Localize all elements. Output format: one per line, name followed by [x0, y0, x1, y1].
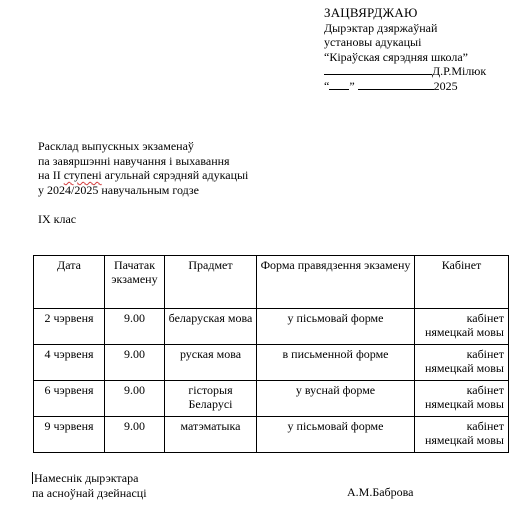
heading-line-1: Расклад выпускных экзаменаў [38, 139, 194, 153]
cell-subject: руская мова [165, 345, 257, 381]
date-open-quote: “ [324, 78, 330, 93]
cell-form: у пісьмовай форме [257, 417, 415, 453]
cell-date: 9 чэрвеня [34, 417, 105, 453]
cell-form: у вуснай форме [257, 381, 415, 417]
cell-start: 9.00 [105, 417, 165, 453]
director-name: Д.Р.Мілюк [432, 64, 487, 78]
cell-subject: беларуская мова [165, 309, 257, 345]
cell-subject: гісторыя Беларусі [165, 381, 257, 417]
header-date: Дата [34, 256, 105, 309]
approval-block [324, 6, 486, 93]
signature-title: Намеснік дырэктара [34, 471, 139, 485]
approval-year: 2025 [433, 78, 458, 93]
cell-form: в письменной форме [257, 345, 415, 381]
cell-start: 9.00 [105, 309, 165, 345]
approval-title: ЗАЦВЯРДЖАЮ [324, 5, 418, 20]
exam-schedule-table [33, 255, 509, 453]
cell-subject: матэматыка [165, 417, 257, 453]
cell-room: кабінет нямецкай мовы [415, 381, 509, 417]
cell-start: 9.00 [105, 345, 165, 381]
heading-line-4: у 2024/2025 навучальным годзе [38, 182, 199, 197]
class-label: IX клас [38, 212, 77, 226]
cell-date: 4 чэрвеня [34, 345, 105, 381]
date-close-quote: ” [349, 78, 355, 93]
header-room: Кабінет [415, 256, 509, 309]
heading-line-2: па завяршэнні навучання і выхавання [38, 153, 230, 168]
heading-line-3 [38, 168, 248, 183]
approval-line-3: “Кіраўская сярэдняя школа” [324, 49, 468, 64]
table-row [34, 381, 509, 417]
cell-date: 6 чэрвеня [34, 381, 105, 417]
schedule-heading [38, 139, 248, 197]
text-cursor [32, 472, 33, 484]
director-signature-line [324, 64, 486, 79]
approval-line-2: установы адукацыі [324, 35, 422, 49]
signature-line-1 [32, 471, 147, 486]
table-row [34, 309, 509, 345]
day-blank [329, 79, 349, 90]
header-start: Пачатак экзамену [105, 256, 165, 309]
heading-line-3-end: агульнай сярэдняй адукацыі [101, 168, 249, 182]
table-row [34, 417, 509, 453]
approval-date-line [324, 79, 486, 94]
header-subject: Прадмет [165, 256, 257, 309]
heading-line-3-start: на II [38, 168, 64, 182]
signature-blank [324, 64, 432, 75]
spellcheck-flagged-word: ступені [63, 168, 102, 182]
table-header-row [34, 256, 509, 309]
table-row [34, 345, 509, 381]
deputy-name: А.М.Баброва [347, 485, 414, 499]
header-form: Форма правядзення экзамену [257, 256, 415, 309]
cell-room: кабінет нямецкай мовы [415, 309, 509, 345]
cell-form: у пісьмовай форме [257, 309, 415, 345]
deputy-signature-block [32, 471, 147, 500]
cell-start: 9.00 [105, 381, 165, 417]
signature-line-2: па асноўнай дзейнасці [32, 485, 147, 500]
cell-room: кабінет нямецкай мовы [415, 345, 509, 381]
cell-date: 2 чэрвеня [34, 309, 105, 345]
month-blank [358, 79, 434, 90]
cell-room: кабінет нямецкай мовы [415, 417, 509, 453]
approval-line-1: Дырэктар дзяржаўнай [324, 20, 438, 35]
